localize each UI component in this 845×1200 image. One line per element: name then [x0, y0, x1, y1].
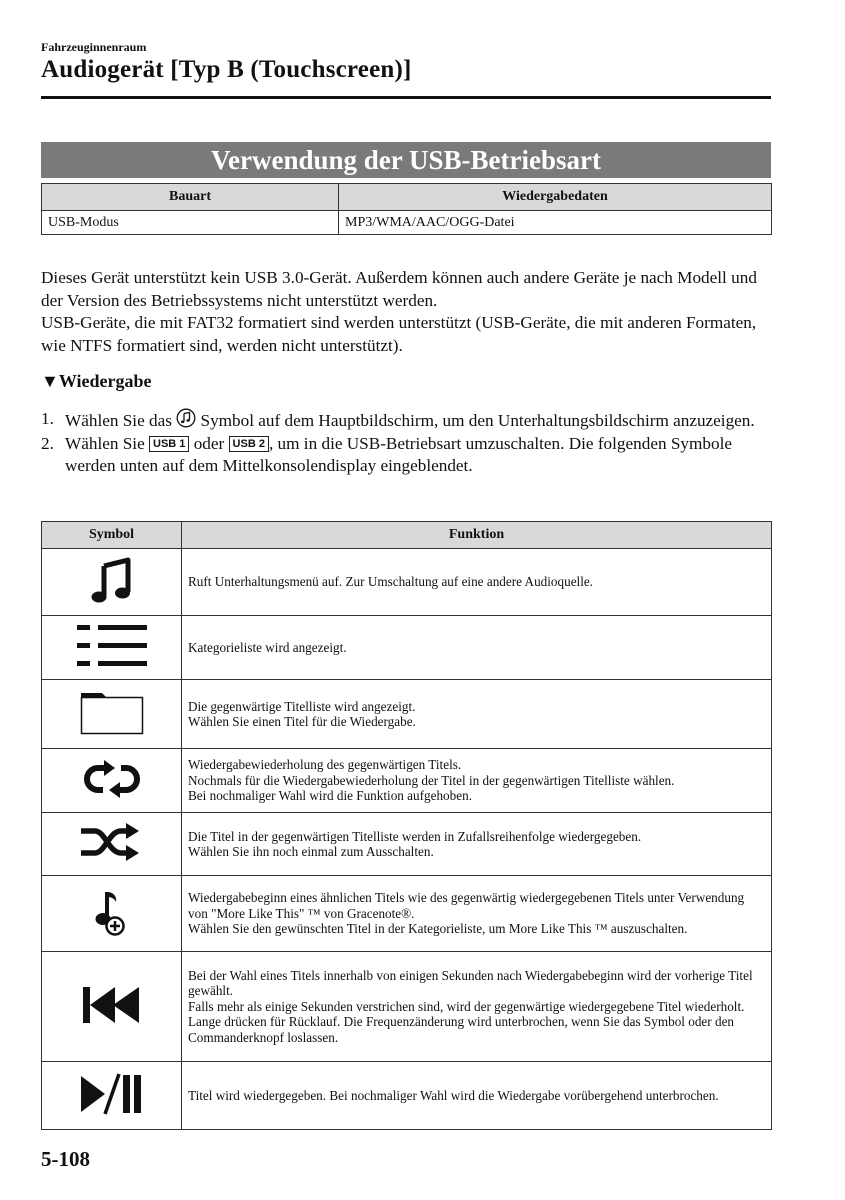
symbol-table-header: Funktion: [182, 522, 772, 549]
table-row: [42, 680, 772, 749]
table-row: [42, 813, 772, 876]
triangle-bullet-icon: ▼: [41, 371, 59, 391]
mode-table-cell: MP3/WMA/AAC/OGG-Datei: [339, 211, 772, 235]
table-row: [42, 876, 772, 952]
step-1: [41, 408, 781, 433]
function-text: Wählen Sie den gewünschten Titel in der Kategorieliste, um More Like This ™ auszuschalten.: [188, 921, 688, 937]
function-cell: [182, 952, 772, 1062]
function-text: Die gegenwärtige Titelliste wird angezeigt.: [188, 698, 416, 714]
mode-table-header: Wiedergabedaten: [339, 184, 772, 211]
symbol-table-header: Symbol: [42, 522, 182, 549]
function-text: Bei nochmaliger Wahl wird die Funktion aufgehoben.: [188, 788, 472, 804]
step-text: , um in die USB-Betriebsart umzuschalten. Die folgenden Symbole werden unten auf dem Mittelkonsolendisplay eingeblendet.: [65, 433, 732, 475]
playback-heading: [41, 371, 151, 392]
step-text: Wählen Sie das: [65, 411, 172, 430]
step-number: 2.: [41, 433, 54, 453]
function-cell: [182, 749, 772, 813]
function-cell: [182, 813, 772, 876]
step-number: 1.: [41, 409, 54, 428]
function-text: Lange drücken für Rücklauf. Die Frequenzänderung wird unterbrochen, wenn Sie das Symbol oder den Commanderknopf loslassen.: [188, 1014, 735, 1045]
symbol-cell: [42, 952, 182, 1062]
page-title: Audiogerät [Typ B (Touchscreen)]: [41, 56, 412, 83]
music-note-circle-icon: [176, 408, 196, 428]
function-cell: [182, 1062, 772, 1130]
function-text: Bei der Wahl eines Titels innerhalb von einigen Sekunden nach Wiedergabebeginn wird der vorherige Titel gewählt.: [188, 967, 753, 999]
usb1-button[interactable]: USB 1: [149, 436, 189, 452]
list-icon: [77, 625, 147, 667]
table-row: [42, 1062, 772, 1130]
table-row: [42, 749, 772, 813]
symbol-cell: [42, 1062, 182, 1130]
symbol-table: [41, 521, 772, 1130]
function-text: Kategorieliste wird angezeigt.: [188, 639, 347, 655]
page-number: 5-108: [41, 1147, 90, 1171]
previous-track-icon: [83, 987, 141, 1023]
function-cell: [182, 680, 772, 749]
shuffle-icon: [81, 823, 143, 861]
intro-text: [41, 267, 781, 357]
symbol-cell: [42, 680, 182, 749]
intro-paragraph: Dieses Gerät unterstützt kein USB 3.0-Gerät. Außerdem können auch andere Geräte je nach Modell und der Version des Betriebssystems nicht unterstützt werden.: [41, 268, 757, 310]
section-banner: Verwendung der USB-Betriebsart: [41, 142, 771, 178]
usb2-button[interactable]: USB 2: [229, 436, 269, 452]
function-text: Wiedergabebeginn eines ähnlichen Titels wie des gegenwärtig wiedergegebenen Titels unter Verwendung von "More Like This" ™ von Gracenote®.: [188, 890, 745, 921]
title-rule: [41, 96, 771, 99]
mode-table-cell: USB-Modus: [42, 211, 339, 235]
repeat-icon: [84, 759, 140, 799]
symbol-cell: [42, 549, 182, 616]
function-text: Falls mehr als einige Sekunden verstrichen sind, wird der gegenwärtige wiedergegebene Titel wiederholt.: [188, 998, 745, 1014]
more-like-this-icon: [95, 888, 129, 936]
function-text: Wählen Sie ihn noch einmal zum Ausschalten.: [188, 844, 434, 859]
symbol-cell: [42, 616, 182, 680]
folder-icon: [80, 689, 144, 735]
symbol-cell: [42, 749, 182, 813]
function-cell: [182, 616, 772, 680]
function-cell: [182, 876, 772, 952]
function-text: Nochmals für die Wiedergabewiederholung der Titel in der gegenwärtigen Titelliste wählen.: [188, 772, 675, 788]
play-pause-icon: [81, 1073, 143, 1115]
table-row: [42, 952, 772, 1062]
function-text: Die Titel in der gegenwärtigen Titelliste werden in Zufallsreihenfolge wiedergegeben.: [188, 828, 642, 844]
mode-table: [41, 183, 772, 235]
music-note-icon: [90, 556, 134, 604]
function-text: Wählen Sie einen Titel für die Wiedergabe.: [188, 714, 416, 729]
symbol-cell: [42, 813, 182, 876]
function-text: Wiedergabewiederholung des gegenwärtigen Titels.: [188, 757, 462, 773]
function-cell: [182, 549, 772, 616]
symbol-cell: [42, 876, 182, 952]
table-row: [42, 549, 772, 616]
step-text: Symbol auf dem Hauptbildschirm, um den Unterhaltungsbildschirm anzuzeigen.: [200, 411, 755, 430]
table-row: [42, 616, 772, 680]
step-text: oder: [193, 433, 225, 453]
section-label: Fahrzeuginnenraum: [41, 40, 147, 54]
function-text: Ruft Unterhaltungsmenü auf. Zur Umschaltung auf eine andere Audioquelle.: [188, 574, 594, 590]
function-text: Titel wird wiedergegeben. Bei nochmaliger Wahl wird die Wiedergabe vorübergehend unterbrochen.: [188, 1087, 719, 1103]
step-text: Wählen Sie: [65, 433, 145, 453]
playback-steps: [41, 408, 781, 478]
playback-heading-text: Wiedergabe: [58, 371, 152, 391]
step-2: [41, 433, 781, 478]
mode-table-header: Bauart: [42, 184, 339, 211]
intro-paragraph: USB-Geräte, die mit FAT32 formatiert sind werden unterstützt (USB-Geräte, die mit anderen Formaten, wie NTFS formatiert sind, werden nicht unterstützt).: [41, 313, 757, 355]
